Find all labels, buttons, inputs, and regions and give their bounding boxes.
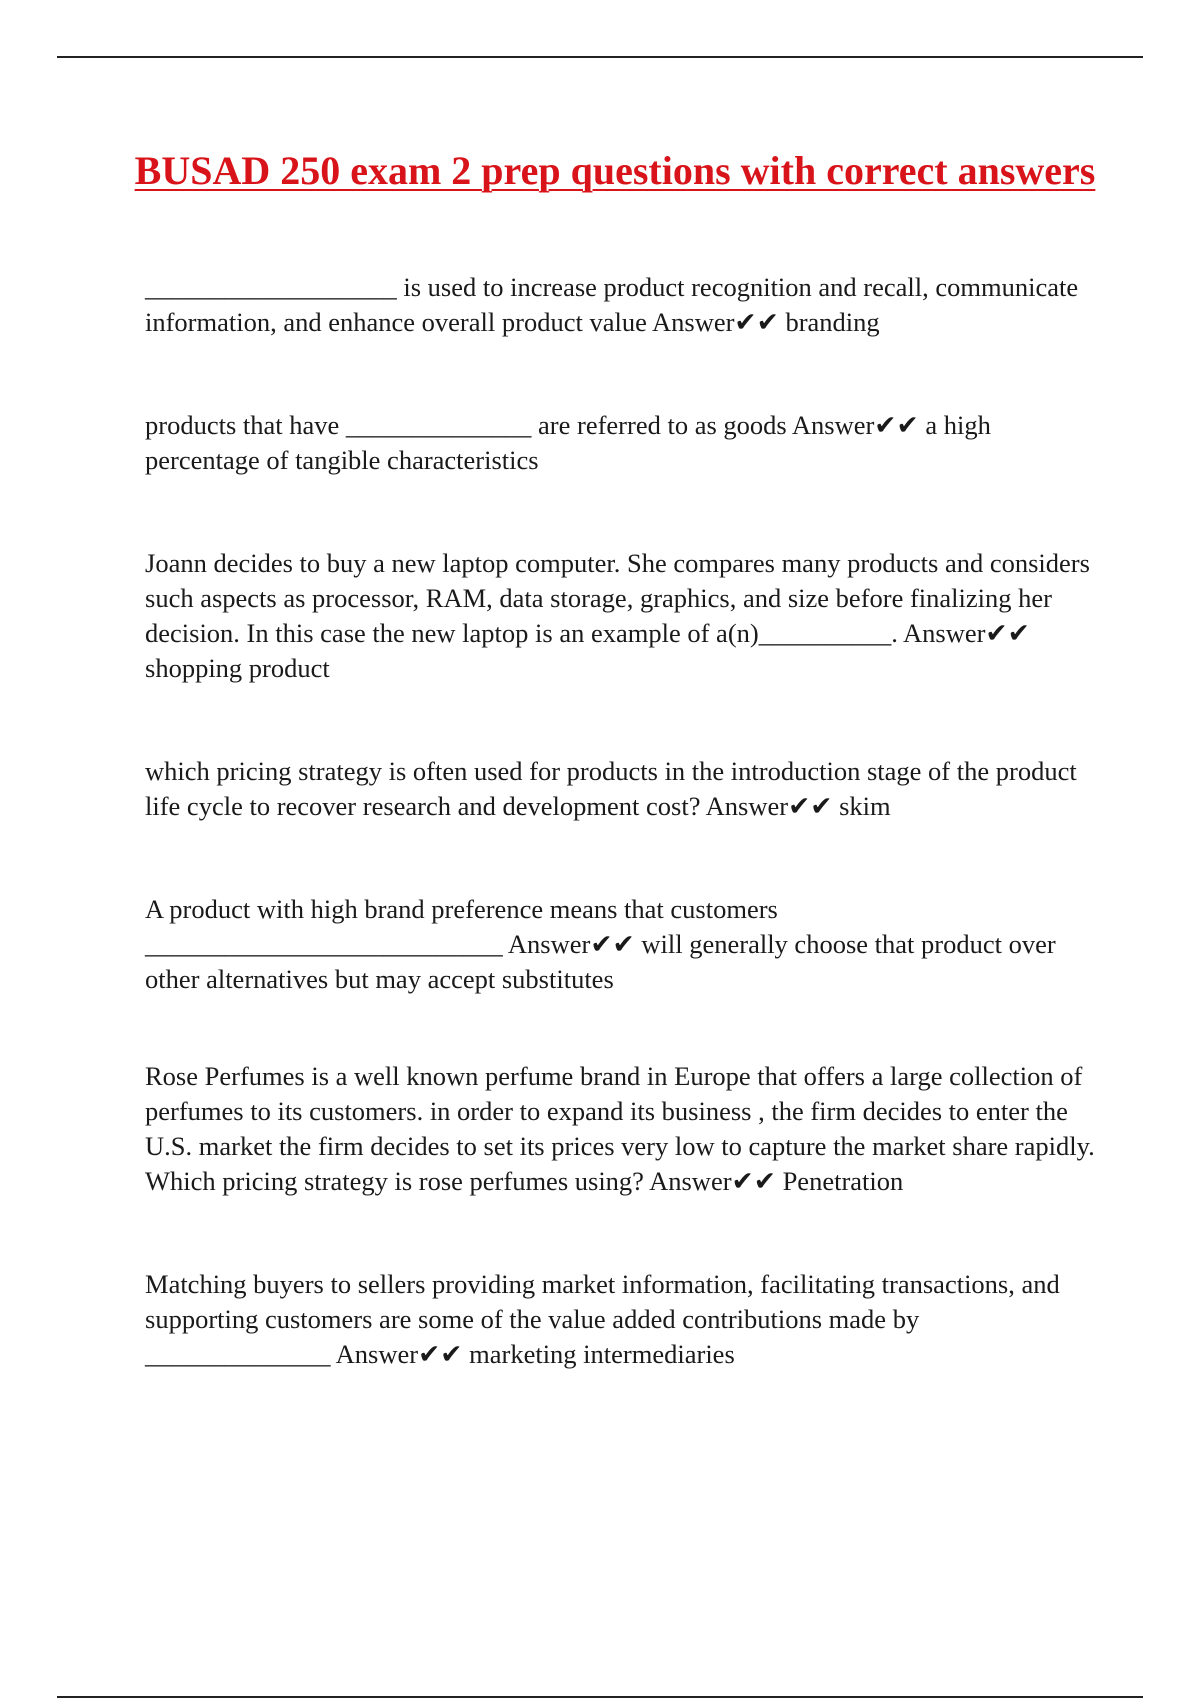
- qa-list: [145, 270, 1100, 1440]
- qa-item-5: A product with high brand preference means that customers ___________________________ Answer✔✔ will generally choose that product over other alternatives but may accept substitutes: [145, 894, 1056, 994]
- page-title: BUSAD 250 exam 2 prep questions with correct answers: [134, 148, 1096, 193]
- qa-item-7: Matching buyers to sellers providing market information, facilitating transactions, and supporting customers are some of the value added contributions made by ______________ Answer✔✔ marketing intermediaries: [145, 1269, 1060, 1369]
- qa-item-6: Rose Perfumes is a well known perfume brand in Europe that offers a large collection of perfumes to its customers. in order to expand its business , the firm decides to enter the U.S. market the firm decides to set its prices very low to capture the market share rapidly. Which pricing strategy is rose perfumes using? Answer✔✔ Penetration: [145, 1061, 1095, 1196]
- qa-item-2: products that have ______________ are referred to as goods Answer✔✔ a high percentage of tangible characteristics: [145, 410, 991, 475]
- qa-item-1: ___________________ is used to increase product recognition and recall, communicate information, and enhance overall product value Answer✔✔ branding: [145, 272, 1079, 337]
- top-rule: [57, 56, 1143, 58]
- bottom-rule: [57, 1696, 1143, 1698]
- qa-item-4: which pricing strategy is often used for products in the introduction stage of the product life cycle to recover research and development cost? Answer✔✔ skim: [145, 756, 1077, 821]
- qa-item-3: Joann decides to buy a new laptop computer. She compares many products and considers such aspects as processor, RAM, data storage, graphics, and size before finalizing her decision. In this case the new laptop is an example of a(n)__________. Answer✔✔ shopping product: [145, 548, 1090, 683]
